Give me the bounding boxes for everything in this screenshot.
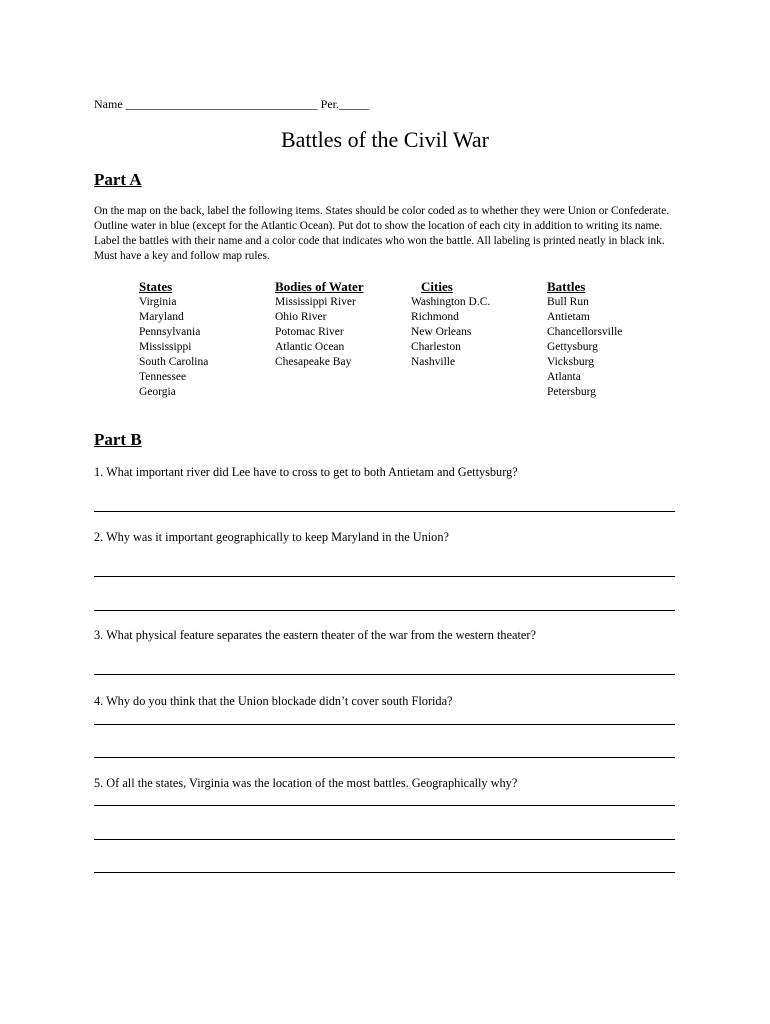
battle-item: Chancellorsville [547, 326, 623, 338]
page-title: Battles of the Civil War [280, 127, 489, 152]
battle-item: Gettysburg [547, 341, 598, 353]
states-heading: States [139, 279, 173, 294]
city-item: Richmond [411, 311, 459, 323]
states-column [139, 279, 208, 400]
city-item: New Orleans [411, 326, 472, 338]
name-period-line: Name ________________________________ Per._____ [94, 97, 369, 111]
state-item: Virginia [139, 296, 177, 308]
battles-column [547, 279, 622, 400]
state-item: Mississippi [139, 341, 192, 353]
water-item: Chesapeake Bay [275, 356, 352, 368]
answer-line[interactable] [94, 610, 675, 611]
part-b-heading: Part B [94, 430, 142, 449]
city-item: Washington D.C. [411, 296, 491, 308]
battle-item: Bull Run [547, 296, 589, 308]
water-item: Atlantic Ocean [275, 341, 345, 353]
bodies-of-water-column [275, 279, 364, 370]
answer-line[interactable] [94, 724, 675, 725]
state-item: Pennsylvania [139, 326, 201, 338]
battle-item: Petersburg [547, 386, 596, 398]
answer-line[interactable] [94, 872, 675, 873]
battle-item: Vicksburg [547, 356, 595, 368]
answer-line[interactable] [94, 511, 675, 512]
question-5: 5. Of all the states, Virginia was the location of the most battles. Geographically why? [94, 776, 518, 790]
city-item: Nashville [411, 356, 456, 368]
cities-column [411, 279, 490, 370]
city-item: Charleston [411, 341, 461, 353]
water-item: Ohio River [275, 311, 327, 323]
question-4: 4. Why do you think that the Union blockade didn’t cover south Florida? [94, 694, 453, 708]
part-a-heading: Part A [94, 170, 142, 189]
question-1: 1. What important river did Lee have to cross to get to both Antietam and Gettysburg? [94, 465, 518, 479]
bodies-of-water-heading: Bodies of Water [275, 279, 364, 294]
state-item: Tennessee [139, 371, 187, 383]
question-2: 2. Why was it important geographically to keep Maryland in the Union? [94, 530, 449, 544]
state-item: Maryland [139, 311, 184, 323]
part-a-instructions: On the map on the back, label the following items. States should be color coded as to whether they were Union or Confederate. Outline water in blue (except for the Atlantic Ocean). Put dot to show the location of each city in addition to writing its name. Label the battles with their name and a color code that indicates who won the battle. All labeling is printed neatly in black ink. Must have a key and follow map rules. [94, 205, 670, 262]
answer-line[interactable] [94, 805, 675, 806]
state-item: Georgia [139, 386, 176, 398]
battles-heading: Battles [547, 279, 586, 294]
answer-line[interactable] [94, 674, 675, 675]
question-3: 3. What physical feature separates the eastern theater of the war from the western theater? [94, 628, 536, 642]
cities-heading: Cities [421, 279, 453, 294]
answer-line[interactable] [94, 839, 675, 840]
answer-line[interactable] [94, 576, 675, 577]
water-item: Mississippi River [275, 296, 356, 308]
water-item: Potomac River [275, 326, 344, 338]
battle-item: Antietam [547, 311, 590, 323]
answer-line[interactable] [94, 757, 675, 758]
state-item: South Carolina [139, 356, 209, 368]
battle-item: Atlanta [547, 371, 581, 383]
